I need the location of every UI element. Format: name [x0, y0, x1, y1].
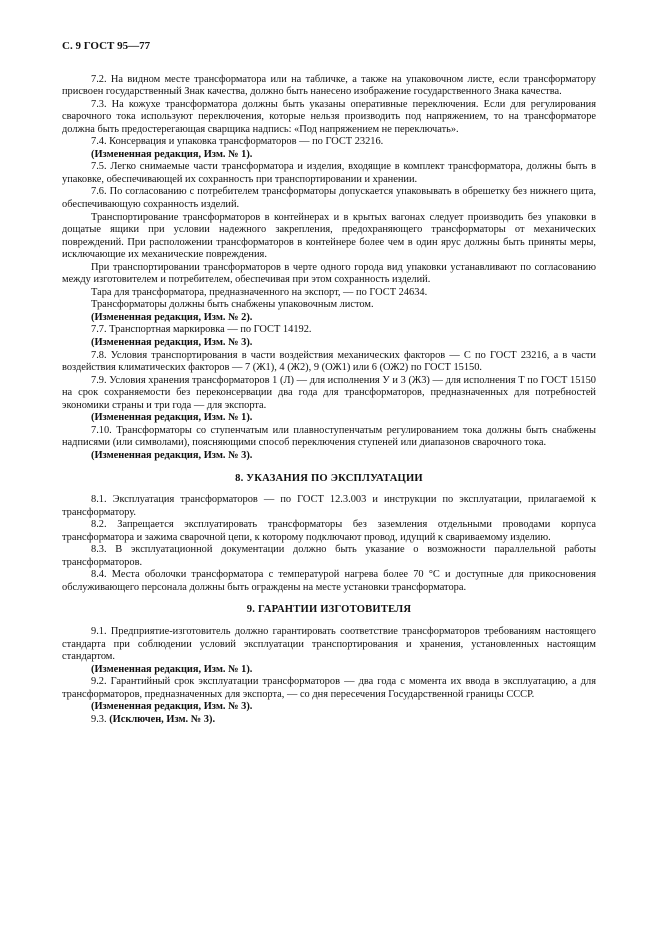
paragraph-7-7: 7.7. Транспортная маркировка — по ГОСТ 14192. [91, 324, 312, 336]
paragraph-7-4: 7.4. Консервация и упаковка трансформаторов — по ГОСТ 23216. [91, 136, 384, 148]
section-8-title: 8. УКАЗАНИЯ ПО ЭКСПЛУАТАЦИИ [235, 472, 423, 484]
paragraph-7-8: 7.8. Условия транспортирования в части воздействия механических факторов — С по ГОСТ 23216, а в части воздействия климатических факторов — 7 (Ж1), 4 (Ж2), 9 (ОЖ1) или 6 (ОЖ2) по ГОСТ 15150. [62, 349, 596, 374]
document-page [62, 40, 596, 726]
paragraph-packing-list: Трансформаторы должны быть снабжены упаковочным листом. [91, 299, 374, 311]
paragraph-7-6: 7.6. По согласованию с потребителем трансформаторы допускается упаковывать в обрешетку без нижнего щита, обеспечивающую сохранность изделий. [62, 186, 596, 211]
section-9-title: 9. ГАРАНТИИ ИЗГОТОВИТЕЛЯ [246, 604, 412, 616]
paragraph-7-10: 7.10. Трансформаторы со ступенчатым или плавноступенчатым регулированием тока должны быть снабжены надписями (или символами), поясняющими способ переключения ступеней или диапазонов сварочного тока. [62, 424, 596, 449]
paragraph-7-9: 7.9. Условия хранения трансформаторов 1 (Л) — для исполнения У и 3 (Ж3) — для исполнения Т по ГОСТ 15150 на срок сохраняемости без переконсервации два года для трансформаторов, предназначенных для потребностей экономики страны и три года — для экспорта. [62, 374, 596, 411]
paragraph-9-1: 9.1. Предприятие-изготовитель должно гарантировать соответствие трансформаторов требованиям настоящего стандарта при соблюдении условий эксплуатации транспортирования и хранения, установленных настоящим стандартом. [62, 625, 596, 663]
amendment-note: (Измененная редакция, Изм. № 1). [91, 412, 253, 424]
item-number: 9.3. [91, 713, 107, 725]
paragraph-7-2: 7.2. На видном месте трансформатора или на табличке, а также на упаковочном листе, если трансформатору присвоен государственный Знак качества, должно быть нанесено изображение государственного Знака качества. [62, 73, 596, 98]
section-9-body [62, 626, 596, 726]
paragraph-7-5: 7.5. Легко снимаемые части трансформатора и изделия, входящие в комплект трансформатора, должны быть в упаковке, обеспечивающей их сохранность при транспортировании и хранении. [62, 161, 596, 185]
amendment-note: (Измененная редакция, Изм. № 1). [91, 148, 253, 160]
page-header: С. 9 ГОСТ 95—77 [62, 40, 151, 52]
paragraph-9-3 [62, 714, 596, 727]
section-8-body [62, 494, 596, 594]
excluded-note: (Исключен, Изм. № 3). [109, 713, 216, 725]
paragraph-8-1: 8.1. Эксплуатация трансформаторов — по ГОСТ 12.3.003 и инструкции по эксплуатации, прилагаемой к трансформатору. [62, 494, 596, 518]
amendment-note: (Измененная редакция, Изм. № 1). [91, 663, 253, 675]
amendment-note: (Измененная редакция, Изм. № 3). [91, 701, 253, 713]
amendment-note: (Измененная редакция, Изм. № 2). [91, 311, 253, 323]
paragraph-8-4: 8.4. Места оболочки трансформатора с температурой нагрева более 70 °С и доступные для прикосновения обслуживающего персонала должны быть ограждены на месте установки трансформатора. [62, 569, 596, 593]
paragraph-7-3: 7.3. На кожухе трансформатора должны быть указаны оперативные переключения. Если для регулирования сварочного тока используют переключения, которые нельзя производить под напряжением, то на трансформаторе должна быть предостерегающая сварщика надпись: «Под напряжением не переключать». [62, 98, 596, 135]
paragraph-8-2: 8.2. Запрещается эксплуатировать трансформаторы без заземления отдельными проводами корпуса трансформатора и зажима сварочной цепи, к которому подключают провод, идущий к свариваемому изделию. [62, 519, 596, 543]
paragraph-export-packaging: Тара для трансформатора, предназначенного на экспорт, — по ГОСТ 24634. [91, 286, 428, 298]
paragraph-9-2: 9.2. Гарантийный срок эксплуатации трансформаторов — два года с момента их ввода в эксплуатацию, а для трансформаторов, предназначенных для экспорта, — со дня пересечения Государственной границы СССР. [62, 676, 596, 700]
section-7-body [62, 74, 596, 463]
paragraph-transport-containers: Транспортирование трансформаторов в контейнерах и в крытых вагонах следует производить без упаковки в дощатые ящики при условии надежного закрепления, предохраняющего трансформаторы от механических повреждений. При расположении трансформаторов в контейнере более чем в один ярус должны быть приняты меры, исключающие их механические повреждения. [62, 211, 596, 261]
paragraph-transport-city: При транспортировании трансформаторов в черте одного города вид упаковки устанавливают по согласованию между изготовителем и потребителем, обеспечивая при этом сохранность изделий. [62, 261, 596, 286]
amendment-note: (Измененная редакция, Изм. № 3). [91, 337, 253, 349]
paragraph-8-3: 8.3. В эксплуатационной документации должно быть указание о возможности параллельной работы трансформаторов. [62, 544, 596, 568]
amendment-note: (Измененная редакция, Изм. № 3). [91, 449, 253, 461]
